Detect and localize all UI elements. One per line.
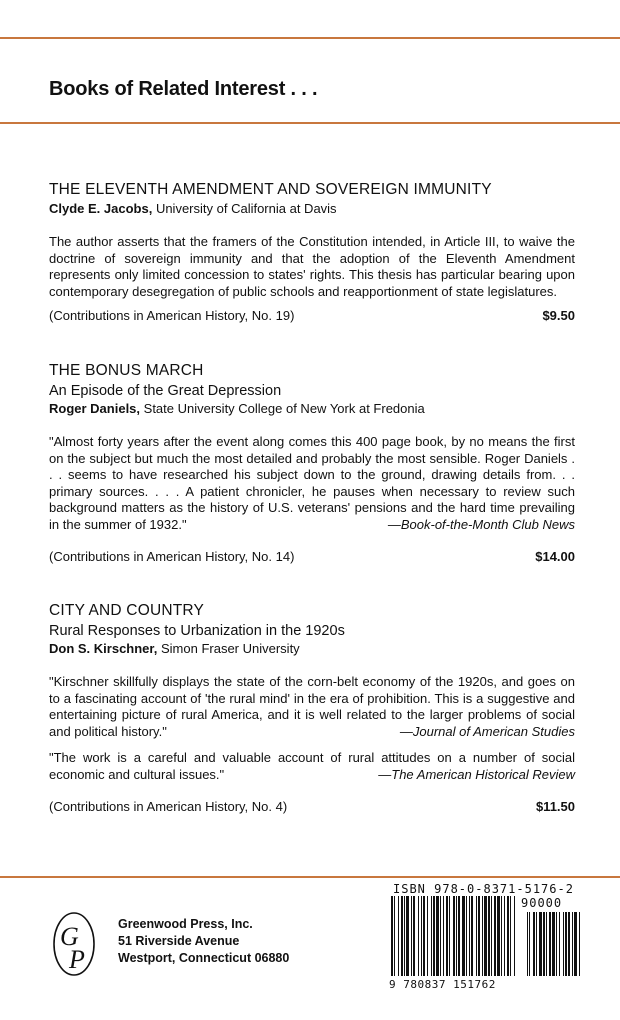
review-quote <box>49 750 575 783</box>
book-description: The author asserts that the framers of the Constitution intended, in Article III, to waive the doctrine of sovereign immunity and that the adoption of the Eleventh Amendment represents only limited concession to states' rights. This thesis has particular bearing upon contemporary desegregation of public schools and reapportionment of state legislatures. <box>49 234 575 299</box>
barcode-bar <box>456 896 457 976</box>
series-row <box>49 549 575 564</box>
quote-source: —Book-of-the-Month Club News <box>387 516 575 532</box>
barcode-bar <box>466 896 467 976</box>
quote-text: "The work is a careful and valuable account of rural attitudes on a number of social economic and cultural issues." <box>49 750 575 782</box>
barcode-bar <box>482 896 483 976</box>
barcode-bar <box>478 896 480 976</box>
barcode-bar <box>504 896 505 976</box>
barcode-addon-bar <box>536 912 537 976</box>
barcode-addon-bar <box>572 912 573 976</box>
barcode-bar <box>406 896 409 976</box>
author-affiliation: Simon Fraser University <box>157 641 300 656</box>
barcode-bar <box>494 896 496 976</box>
barcode-bar <box>443 896 444 976</box>
barcode-bar <box>431 896 432 976</box>
review-quote <box>49 434 575 533</box>
author-affiliation: State University College of New York at Fredonia <box>140 401 425 416</box>
svg-text:G: G <box>60 922 79 951</box>
barcode-bar <box>404 896 405 976</box>
quote-source: —The American Historical Review <box>378 766 575 782</box>
book-title: THE ELEVENTH AMENDMENT AND SOVEREIGN IMMUNITY <box>49 181 492 198</box>
publisher-block <box>52 911 312 979</box>
book-entry <box>49 362 575 564</box>
book-title: CITY AND COUNTRY <box>49 602 205 619</box>
barcode-addon-bar <box>565 912 567 976</box>
price: $11.50 <box>535 799 575 814</box>
author-line <box>49 641 575 656</box>
barcode-bar <box>449 896 450 976</box>
publisher-logo-icon <box>52 911 96 977</box>
series-row <box>49 799 575 814</box>
barcode-addon: 90000 <box>521 896 563 910</box>
barcode-addon-bar <box>533 912 535 976</box>
author-name: Clyde E. Jacobs, <box>49 201 153 216</box>
barcode-bar <box>421 896 422 976</box>
series-label: (Contributions in American History, No. 14) <box>49 549 295 564</box>
book-title: THE BONUS MARCH <box>49 362 204 379</box>
author-name: Don S. Kirschner, <box>49 641 158 656</box>
barcode-bar <box>501 896 502 976</box>
barcode-addon-bar <box>527 912 528 976</box>
barcode-bar <box>476 896 477 976</box>
barcode-bar <box>453 896 455 976</box>
book-entry <box>49 602 575 814</box>
book-subtitle: Rural Responses to Urbanization in the 1920s <box>49 623 345 639</box>
barcode-bar <box>440 896 441 976</box>
quote-text: "Almost forty years after the event along comes this 400 page book, by no means the first on the subject but much the most detailed and probably the most sensible. Roger Daniels . . . seems to have researched his subject down to the ground, drawing details from. . . primary sources. . . . A patient chronicler, he pauses when necessary to review such background matters as the history of U.S. veterans' pensions and the hard time prevailing in the summer of 1932." <box>49 434 575 532</box>
barcode-bar <box>394 896 395 976</box>
publisher-name: Greenwood Press, Inc. <box>118 917 253 931</box>
barcode-addon-bar <box>539 912 542 976</box>
barcode-addon-bar <box>574 912 577 976</box>
isbn-label: ISBN 978-0-8371-5176-2 <box>393 882 574 896</box>
barcode-bar <box>507 896 509 976</box>
author-line <box>49 201 575 216</box>
barcode-addon-bar <box>546 912 547 976</box>
svg-text:P: P <box>69 945 85 974</box>
barcode-addon-bar <box>579 912 580 976</box>
price: $14.00 <box>535 549 575 564</box>
page-heading: Books of Related Interest . . . <box>49 78 318 100</box>
barcode-addon-bar <box>556 912 557 976</box>
barcode-bar <box>462 896 465 976</box>
series-row <box>49 308 575 323</box>
barcode-bar <box>458 896 460 976</box>
barcode-bar <box>398 896 399 976</box>
barcode-bar <box>391 896 393 976</box>
publisher-city: Westport, Connecticut 06880 <box>118 951 290 965</box>
barcode-bar <box>471 896 473 976</box>
barcode-bar <box>433 896 435 976</box>
barcode-addon-bar <box>563 912 564 976</box>
author-affiliation: University of California at Davis <box>152 201 337 216</box>
barcode-bar <box>510 896 511 976</box>
barcode-bar <box>491 896 492 976</box>
publisher-address <box>118 916 289 967</box>
barcode-ean: 9 780837 151762 <box>389 978 496 991</box>
barcode-bar <box>484 896 487 976</box>
barcode-bar <box>488 896 490 976</box>
barcode-bar <box>413 896 415 976</box>
barcode-bar <box>418 896 419 976</box>
book-subtitle: An Episode of the Great Depression <box>49 383 282 399</box>
price: $9.50 <box>542 308 575 323</box>
barcode-bar <box>497 896 500 976</box>
review-quote <box>49 674 575 740</box>
author-name: Roger Daniels, <box>49 401 141 416</box>
barcode-bar <box>427 896 428 976</box>
footer-rule <box>0 876 620 878</box>
barcode-bar <box>401 896 403 976</box>
barcode-addon-bar <box>559 912 560 976</box>
top-rule <box>0 37 620 39</box>
series-label: (Contributions in American History, No. 19) <box>49 308 295 323</box>
barcode-bar <box>436 896 439 976</box>
publisher-street: 51 Riverside Avenue <box>118 934 240 948</box>
barcode-addon-bar <box>552 912 555 976</box>
author-line <box>49 401 575 416</box>
barcode-addon-bar <box>543 912 545 976</box>
barcode-bar <box>514 896 515 976</box>
quote-source: —Journal of American Studies <box>399 723 575 739</box>
barcode-addon-bar <box>568 912 570 976</box>
series-label: (Contributions in American History, No. 4) <box>49 799 288 814</box>
quote-text: "Kirschner skillfully displays the state of the corn-belt economy of the 1920s, and goes on to a fascinating account of 'the rural mind' in the era of prohibition. This is a suggestive and entertaining picture of rural America, and it is well related to the larger problems of social and political history." <box>49 674 575 739</box>
barcode-addon-bar <box>529 912 530 976</box>
barcode-bar <box>446 896 448 976</box>
barcode-addon-bar <box>549 912 551 976</box>
barcode-bar <box>469 896 470 976</box>
book-entry <box>49 181 575 323</box>
header-rule <box>0 122 620 124</box>
barcode-bar <box>411 896 412 976</box>
isbn-barcode <box>389 882 585 994</box>
barcode-bar <box>423 896 425 976</box>
